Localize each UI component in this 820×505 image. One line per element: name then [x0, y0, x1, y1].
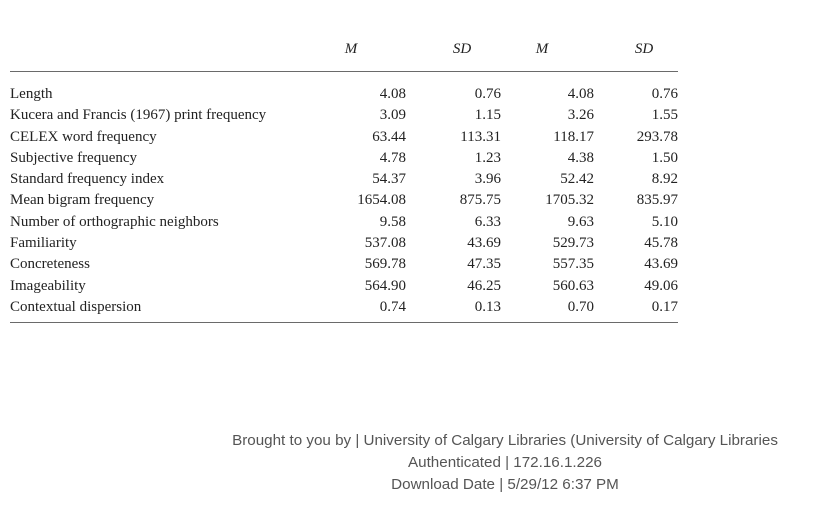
- cell-sd-2: 49.06: [644, 277, 678, 294]
- table-row: [10, 212, 678, 233]
- footer-download-date-line: Download Date | 5/29/12 6:37 PM: [391, 476, 619, 493]
- cell-sd-1: 3.96: [474, 171, 501, 188]
- cell-sd-1: 43.69: [467, 235, 501, 252]
- cell-m-1: 54.37: [372, 171, 406, 188]
- cell-sd-2: 0.17: [651, 298, 678, 315]
- cell-m-2: 118.17: [553, 128, 594, 145]
- cell-sd-1: 1.15: [474, 107, 501, 124]
- column-header-m-1: M: [344, 41, 358, 57]
- row-label: Mean bigram frequency: [10, 192, 155, 209]
- cell-m-1: 1654.08: [357, 192, 406, 209]
- row-label: Concreteness: [10, 256, 90, 273]
- cell-m-2: 560.63: [552, 277, 594, 294]
- column-header-sd-1: SD: [452, 41, 472, 57]
- cell-m-1: 537.08: [364, 235, 406, 252]
- cell-m-2: 1705.32: [545, 192, 594, 209]
- table-bottom-rule: [10, 322, 678, 323]
- cell-m-2: 52.42: [560, 171, 594, 188]
- row-label: CELEX word frequency: [10, 128, 157, 145]
- row-label: Subjective frequency: [10, 149, 138, 166]
- cell-m-1: 63.44: [372, 128, 406, 145]
- cell-m-1: 0.74: [379, 298, 406, 315]
- cell-sd-1: 47.35: [467, 256, 501, 273]
- cell-m-1: 564.90: [364, 277, 406, 294]
- table-header-row: [10, 38, 678, 68]
- row-label: Familiarity: [10, 235, 77, 252]
- download-footer: [185, 430, 820, 496]
- cell-m-2: 529.73: [552, 235, 594, 252]
- column-header-m-2: M: [535, 41, 549, 57]
- table-row: [10, 84, 678, 105]
- cell-sd-2: 1.50: [651, 149, 678, 166]
- table-row: [10, 233, 678, 254]
- row-label: Kucera and Francis (1967) print frequency: [10, 107, 267, 124]
- column-header-sd-2: SD: [634, 41, 654, 57]
- table-row: [10, 148, 678, 169]
- cell-sd-1: 875.75: [459, 192, 501, 209]
- row-label: Length: [10, 86, 53, 102]
- cell-sd-1: 113.31: [460, 128, 501, 145]
- table-row: [10, 276, 678, 297]
- row-label: Number of orthographic neighbors: [10, 213, 219, 230]
- cell-m-2: 4.08: [567, 86, 594, 102]
- row-label: Standard frequency index: [10, 171, 165, 188]
- footer-brought-to-you-line: Brought to you by | University of Calgary Libraries (University of Calgary Libraries: [232, 432, 778, 449]
- table-row: [10, 105, 678, 126]
- cell-sd-2: 8.92: [651, 171, 678, 188]
- cell-m-1: 4.78: [379, 149, 406, 166]
- cell-m-1: 569.78: [364, 256, 406, 273]
- cell-m-2: 9.63: [567, 213, 594, 230]
- row-label: Contextual dispersion: [10, 298, 142, 315]
- cell-sd-2: 835.97: [636, 192, 678, 209]
- cell-sd-2: 5.10: [651, 213, 678, 230]
- cell-sd-2: 1.55: [651, 107, 678, 124]
- cell-m-2: 4.38: [567, 149, 594, 166]
- stats-table: [10, 38, 678, 323]
- cell-m-2: 0.70: [567, 298, 594, 315]
- cell-sd-2: 43.69: [644, 256, 678, 273]
- table-body: [10, 72, 678, 322]
- table-row: [10, 297, 678, 318]
- cell-sd-2: 0.76: [651, 86, 678, 102]
- cell-sd-1: 1.23: [474, 149, 501, 166]
- table-row: [10, 169, 678, 190]
- cell-sd-1: 0.13: [474, 298, 501, 315]
- cell-m-1: 3.09: [379, 107, 406, 124]
- footer-authenticated-line: Authenticated | 172.16.1.226: [408, 454, 602, 471]
- cell-sd-1: 6.33: [474, 213, 501, 230]
- table-row: [10, 190, 678, 211]
- cell-m-1: 9.58: [379, 213, 406, 230]
- cell-sd-1: 0.76: [474, 86, 501, 102]
- cell-sd-1: 46.25: [467, 277, 501, 294]
- cell-sd-2: 45.78: [644, 235, 678, 252]
- cell-m-1: 4.08: [379, 86, 406, 102]
- table-row: [10, 254, 678, 275]
- table-row: [10, 127, 678, 148]
- row-label: Imageability: [10, 277, 86, 294]
- cell-sd-2: 293.78: [636, 128, 678, 145]
- cell-m-2: 3.26: [567, 107, 594, 124]
- cell-m-2: 557.35: [552, 256, 594, 273]
